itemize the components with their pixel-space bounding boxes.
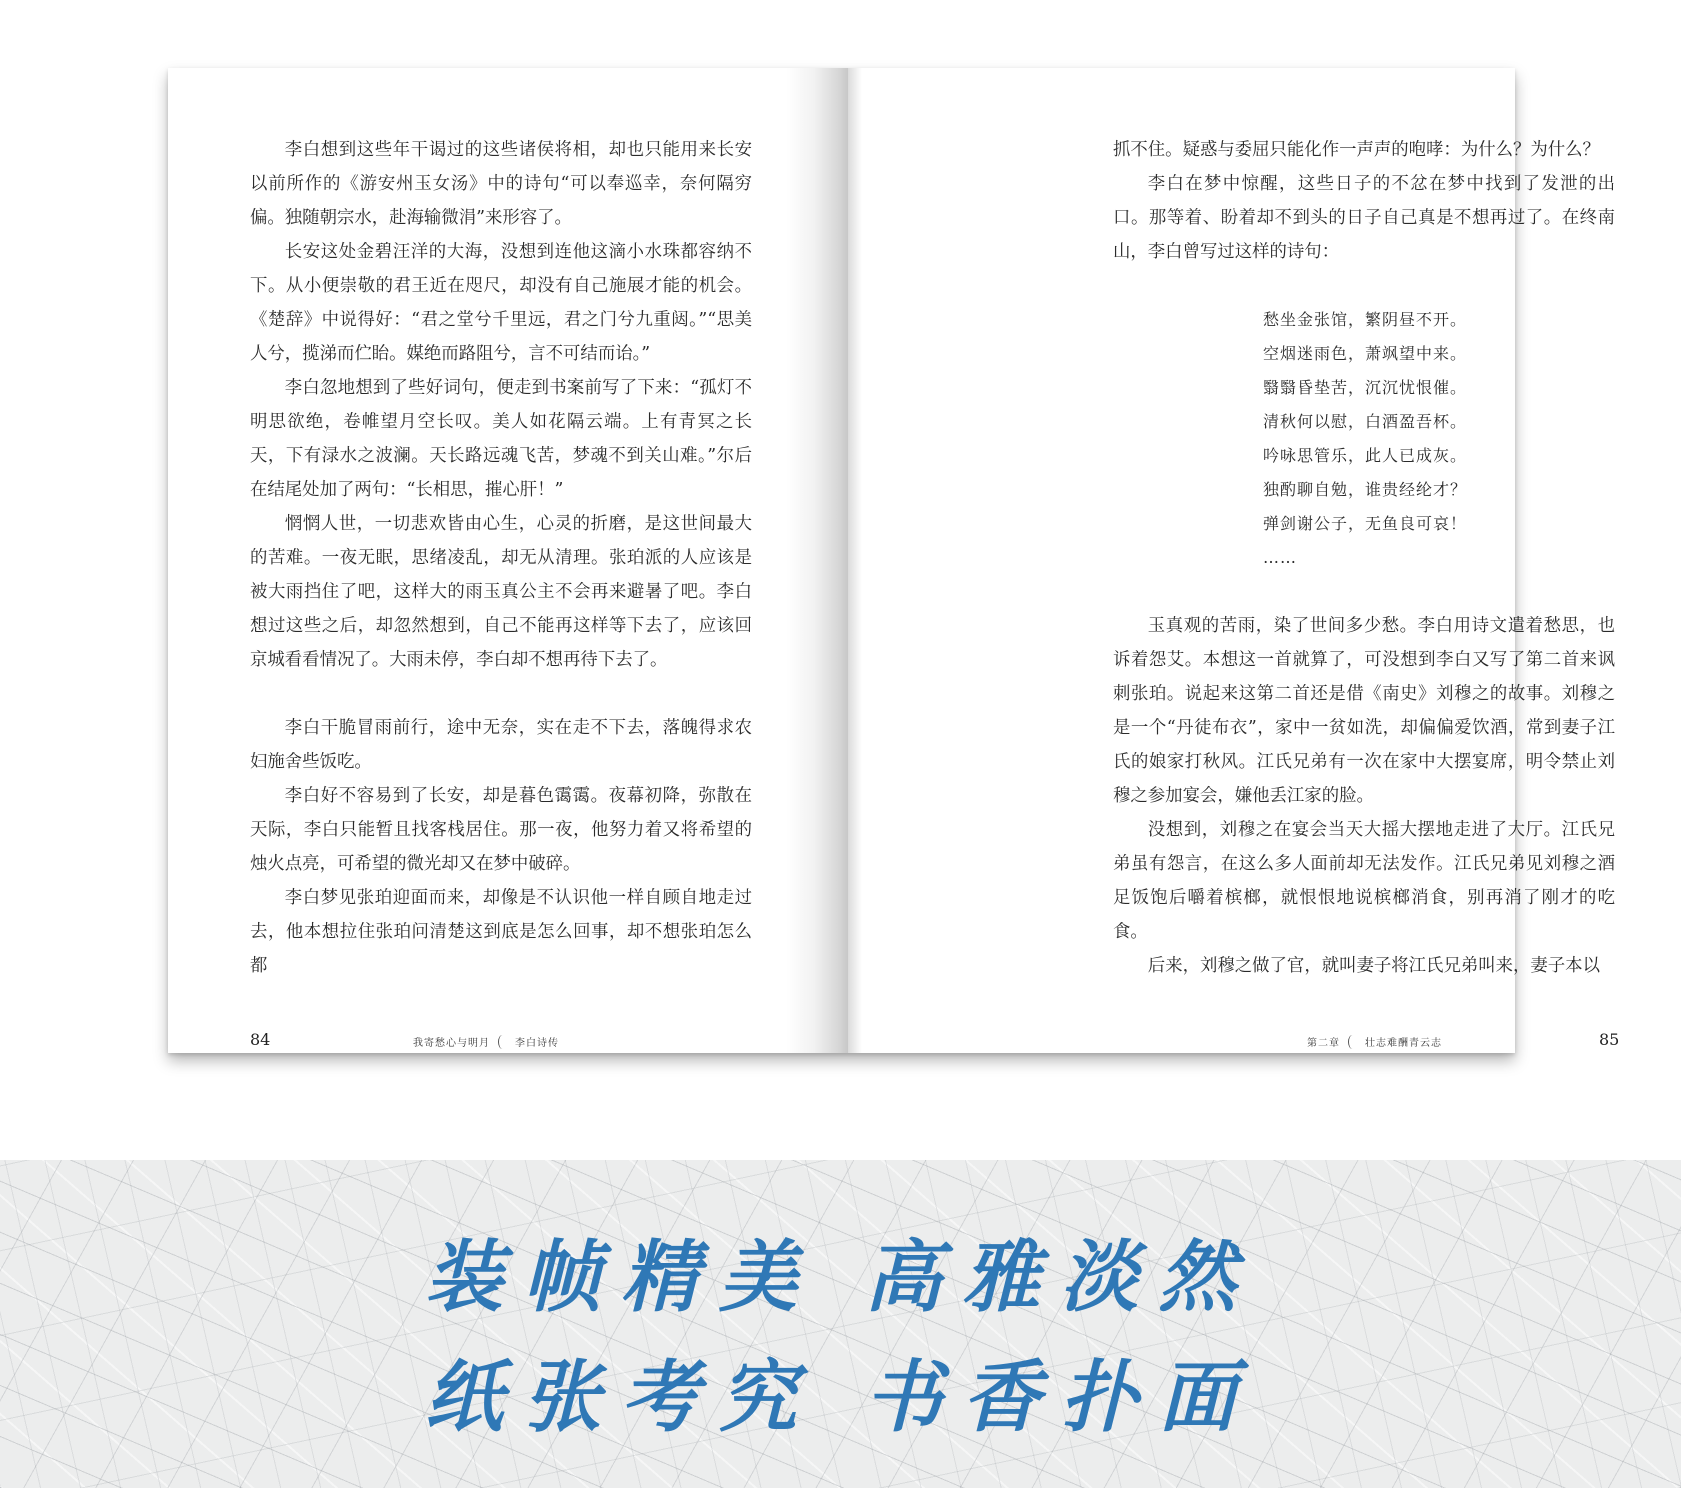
running-head-series: 李白诗传 [515,1038,559,1049]
right-page-text [1113,133,1615,983]
poem-line: 独酌聊自勉，谁贵经纶才？ [1263,480,1468,499]
paragraph: 抓不住。疑惑与委屈只能化作一声声的咆哮：为什么？为什么？ [1113,140,1600,160]
right-gutter-shadow [848,68,862,1053]
running-head-chapter: 第二章 [1307,1038,1340,1049]
paragraph: 玉真观的苦雨，染了世间多少愁。李白用诗文遣着愁思，也诉着怨艾。本想这一首就算了，可没想到李白又写了第二首来讽刺张珀。说起来这第二首还是借《南史》刘穆之的故事。刘穆之是一个“丹徒布衣”，家中一贫如洗，却偏偏爱饮酒，常到妻子江氏的娘家打秋风。江氏兄弟有一次在家中大摆宴席，明令禁止刘穆之参加宴会，嫌他丢江家的脸。 [1113,616,1615,806]
paragraph: 李白梦见张珀迎面而来，却像是不认识他一样自顾自地走过去，他本想拉住张珀问清楚这到底是怎么回事，却不想张珀怎么都 [250,888,752,976]
open-book [168,68,1620,1053]
left-page-text [250,133,752,983]
poem-block [1263,303,1615,575]
page-number-right: 85 [1599,1030,1620,1049]
ornament-icon [1348,1035,1357,1049]
ornament-icon [498,1035,507,1049]
paragraph: 李白好不容易到了长安，却是暮色霭霭。夜幕初降，弥散在天际，李白只能暂且找客栈居住。那一夜，他努力着又将希望的烛火点亮，可希望的微光却又在梦中破碎。 [250,786,752,874]
running-head-book-title: 我寄愁心与明月 [413,1038,490,1049]
paragraph: 惘惘人世，一切悲欢皆由心生，心灵的折磨，是这世间最大的苦难。一夜无眠，思绪凌乱，却无从清理。张珀派的人应该是被大雨挡住了吧，这样大的雨玉真公主不会再来避暑了吧。李白想过这些之后，却忽然想到，自己不能再这样等下去了，应该回京城看看情况了。大雨未停，李白却不想再待下去了。 [250,514,752,670]
poem-line: 空烟迷雨色，萧飒望中来。 [1263,344,1468,363]
paragraph: 李白干脆冒雨前行，途中无奈，实在走不下去，落魄得求农妇施舍些饭吃。 [250,718,752,772]
poem-line: 愁坐金张馆，繁阴昼不开。 [1263,310,1468,329]
paragraph: 长安这处金碧汪洋的大海，没想到连他这滴小水珠都容纳不下。从小便崇敬的君王近在咫尺，却没有自己施展才能的机会。《楚辞》中说得好：“君之堂兮千里远，君之门兮九重闼。”“思美人兮，揽涕而伫眙。媒绝而路阻兮，言不可结而诒。” [250,242,752,364]
poem-line: 吟咏思管乐，此人已成灰。 [1263,446,1468,465]
slogan-line-1: 装帧精美 高雅淡然 [424,1233,1257,1323]
left-page [168,68,848,1053]
running-head-chapter-title: 壮志难酬青云志 [1365,1038,1442,1049]
slogan-line-2: 纸张考究 书香扑面 [424,1353,1257,1443]
paragraph: 李白想到这些年干谒过的这些诸侯将相，却也只能用来长安以前所作的《游安州玉女汤》中的诗句“可以奉巡幸，奈何隔穷偏。独随朝宗水，赴海输微涓”来形容了。 [250,140,752,228]
paragraph: 后来，刘穆之做了官，就叫妻子将江氏兄弟叫来，妻子本以 [1147,956,1600,976]
poem-line: 清秋何以慰，白酒盈吾杯。 [1263,412,1468,431]
paragraph: 没想到，刘穆之在宴会当天大摇大摆地走进了大厅。江氏兄弟虽有怨言，在这么多人面前却无法发作。江氏兄弟见刘穆之酒足饭饱后嚼着槟榔，就恨恨地说槟榔消食，别再消了刚才的吃食。 [1113,820,1615,942]
poem-line: …… [1263,548,1297,567]
poem-line: 弹剑谢公子，无鱼良可哀！ [1263,514,1468,533]
page-number-left: 84 [250,1030,271,1049]
left-gutter-shadow [786,68,848,1053]
paragraph: 李白在梦中惊醒，这些日子的不忿在梦中找到了发泄的出口。那等着、盼着却不到头的日子自己真是不想再过了。在终南山，李白曾写过这样的诗句： [1113,174,1615,262]
running-head-right [1307,1034,1442,1049]
paragraph: 李白忽地想到了些好词句，便走到书案前写了下来：“孤灯不明思欲绝，卷帷望月空长叹。美人如花隔云端。上有青冥之长天，下有渌水之波澜。天长路远魂飞苦，梦魂不到关山难。”尔后在结尾处加了两句：“长相思，摧心肝！” [250,378,752,500]
right-page [848,68,1620,1053]
running-head-left [413,1034,559,1049]
poem-line: 翳翳昏垫苦，沉沉忧恨催。 [1263,378,1468,397]
